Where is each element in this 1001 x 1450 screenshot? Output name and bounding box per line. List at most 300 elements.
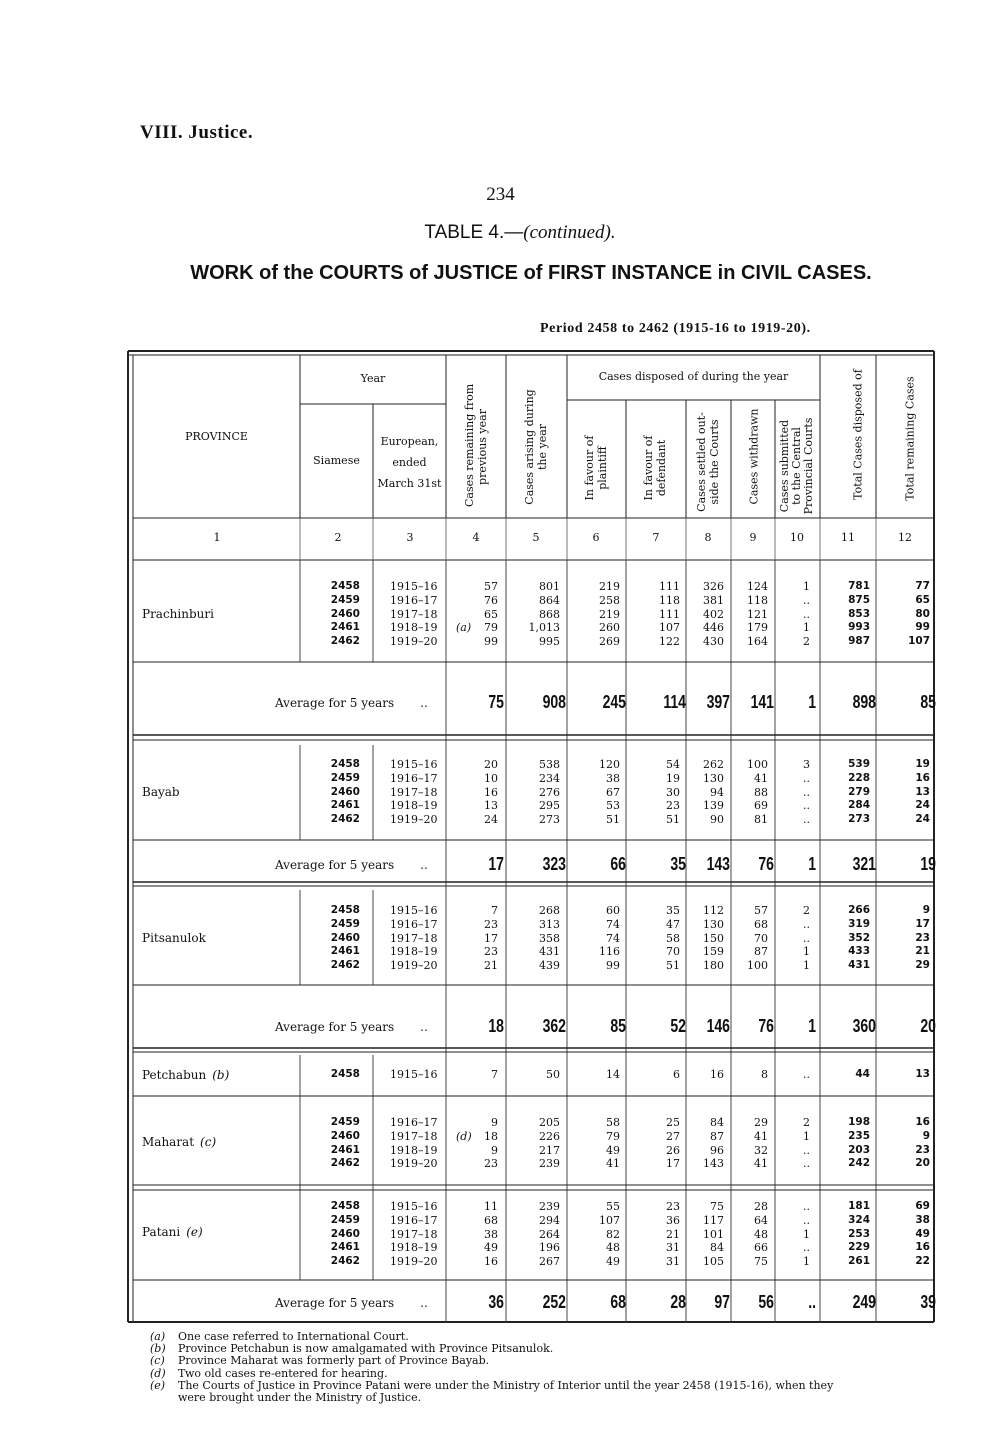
average-value: 146 [706, 1016, 730, 1036]
data-cell-c6: 53 [606, 799, 620, 813]
table-title-continued: (continued). [523, 222, 616, 243]
data-cell-c11: 324 [848, 1213, 870, 1226]
average-dots: .. [420, 696, 428, 710]
data-cell-c7: 107 [659, 621, 680, 635]
footnote-text: Two old cases re-entered for hearing. [178, 1366, 388, 1380]
data-cell-c8: 326 [703, 580, 724, 593]
data-cell-c11: 279 [848, 785, 870, 798]
data-cell-c8: 84 [710, 1241, 724, 1255]
data-cell-c10: .. [803, 813, 810, 827]
average-value: 141 [750, 692, 774, 712]
footnote-text: One case referred to International Court. [178, 1330, 409, 1343]
data-cell-c10: .. [803, 1241, 810, 1255]
average-label [275, 696, 428, 710]
data-cell-c12: 24 [915, 813, 930, 826]
province-note: (c) [200, 1135, 217, 1149]
data-cell-c10: 1 [803, 945, 810, 959]
province-name [142, 1068, 229, 1082]
data-cell-c9: 8 [761, 1068, 768, 1081]
data-cell-c10: .. [803, 1213, 810, 1227]
column-number: 4 [472, 531, 480, 544]
data-cell-c10: .. [803, 1200, 810, 1213]
data-cell-c10: 2 [803, 635, 810, 649]
average-dots: .. [420, 858, 428, 872]
data-cell-c9: 32 [754, 1143, 768, 1157]
header-arising-line1: Cases arising during [523, 389, 536, 505]
footnote-key: (e) [150, 1378, 166, 1392]
data-cell-c10: .. [803, 771, 810, 785]
european-year: 1916–17 [390, 917, 438, 931]
data-cell-c11: 235 [848, 1129, 870, 1142]
average-label [275, 1296, 428, 1310]
data-cell-c5: 995 [539, 635, 560, 649]
data-cell-c7: 25 [666, 1116, 680, 1129]
period-label: Period 2458 to 2462 (1915-16 to 1919-20). [540, 321, 811, 336]
data-cell-c11: 539 [848, 758, 870, 770]
data-cell-c5: 801 [539, 580, 560, 593]
data-cell-c12: 13 [915, 1068, 930, 1080]
header-settled-line2: side the Courts [708, 419, 721, 505]
data-cell-c4: 9 [491, 1143, 498, 1157]
siamese-year: 2459 [330, 1213, 360, 1226]
data-cell-c8: 96 [710, 1143, 724, 1157]
average-value: 1 [808, 854, 816, 874]
data-cell-c11: 266 [848, 904, 870, 916]
data-cell-c8: 143 [703, 1157, 724, 1171]
siamese-year: 2460 [330, 1129, 360, 1142]
european-year: 1915–16 [390, 904, 438, 917]
footnote-key: (b) [150, 1342, 166, 1356]
data-cell-c10: .. [803, 931, 810, 945]
data-cell-c8: 159 [703, 945, 724, 959]
province-name-text: Pitsanulok [142, 931, 206, 945]
european-year: 1917–18 [390, 931, 438, 945]
data-cell-c4: 7 [491, 1068, 498, 1081]
data-cell-c11: 781 [848, 580, 870, 592]
column-number: 11 [841, 531, 855, 544]
header-total-disposed: Total Cases disposed of [851, 369, 865, 500]
siamese-year: 2458 [330, 580, 360, 592]
data-cell-c12: 20 [915, 1157, 930, 1170]
data-cell-c7: 36 [666, 1213, 680, 1227]
table-title-main: TABLE 4.— [424, 222, 524, 243]
data-cell-c11: 44 [855, 1068, 870, 1080]
data-cell-c5: 868 [539, 607, 560, 621]
data-cell-c6: 49 [606, 1143, 620, 1157]
footnote-text: were brought under the Ministry of Justice. [178, 1391, 422, 1404]
province-name-text: Prachinburi [142, 607, 214, 621]
data-cell-c4: 13 [484, 799, 498, 813]
data-cell-c6: 79 [606, 1129, 620, 1143]
siamese-year: 2462 [330, 1255, 360, 1268]
average-label [275, 1020, 428, 1034]
data-cell-c5: 864 [539, 593, 560, 607]
european-year: 1915–16 [390, 1068, 438, 1081]
average-value: 66 [610, 854, 626, 874]
data-cell-c8: 150 [703, 931, 724, 945]
data-cell-c11: 242 [848, 1157, 870, 1170]
data-cell-c5: 267 [539, 1255, 560, 1269]
data-cell-c10: 1 [803, 1227, 810, 1241]
header-settled-line1: Cases settled out- [695, 412, 708, 512]
header-siamese: Siamese [313, 454, 360, 467]
header-remaining-previous [463, 383, 489, 507]
data-cell-c9: 75 [754, 1255, 768, 1269]
average-value: 114 [663, 692, 686, 712]
data-cell-c10: 1 [803, 959, 810, 973]
footnote [150, 1342, 553, 1355]
average-value: 252 [542, 1292, 566, 1312]
siamese-year: 2462 [330, 635, 360, 648]
european-year: 1917–18 [390, 607, 438, 621]
data-cell-c6: 258 [599, 593, 620, 607]
data-cell-c8: 402 [703, 607, 724, 621]
province-name-text: Patani [142, 1225, 181, 1239]
data-cell-c4: 23 [484, 917, 498, 931]
header-european [373, 431, 446, 494]
data-cell-c10: .. [803, 1068, 810, 1081]
data-cell-c5: 234 [539, 771, 560, 785]
section-heading: VIII. Justice. [140, 122, 254, 143]
data-cell-c4: 76 [484, 593, 498, 607]
data-cell-c6: 269 [599, 635, 620, 649]
data-cell-c6: 120 [599, 758, 620, 771]
average-value: 362 [542, 1016, 566, 1036]
data-cell-c5: 313 [539, 917, 560, 931]
data-cell-c6: 99 [606, 959, 620, 973]
data-cell-c12: 107 [908, 635, 930, 648]
header-year: Year [360, 372, 386, 385]
column-number: 1 [213, 531, 221, 544]
cell-note: (a) [456, 621, 472, 635]
average-value: 18 [488, 1016, 504, 1036]
data-cell-c5: 50 [546, 1068, 560, 1081]
column-number: 6 [592, 531, 600, 544]
data-cell-c7: 17 [666, 1157, 680, 1171]
data-cell-c10: .. [803, 1143, 810, 1157]
column-number: 8 [704, 531, 712, 544]
average-value: 20 [920, 1016, 936, 1036]
data-cell-c12: 9 [922, 1129, 930, 1142]
average-value: 56 [758, 1292, 774, 1312]
data-cell-c12: 22 [915, 1255, 930, 1268]
data-cell-c9: 100 [747, 959, 768, 973]
data-cell-c6: 82 [606, 1227, 620, 1241]
data-cell-c6: 74 [606, 917, 620, 931]
footnote-key: (d) [150, 1366, 166, 1380]
data-cell-c8: 87 [710, 1129, 724, 1143]
data-cell-c10: .. [803, 1157, 810, 1171]
siamese-year: 2460 [330, 785, 360, 798]
footnote-key: (a) [150, 1330, 166, 1343]
average-value: 249 [852, 1292, 876, 1312]
data-cell-c4: 20 [484, 758, 498, 771]
data-cell-c4: 9 [491, 1116, 498, 1129]
average-value: 19 [920, 854, 936, 874]
province-name-text: Maharat [142, 1135, 195, 1149]
data-cell-c5: 217 [539, 1143, 560, 1157]
european-year: 1917–18 [390, 1227, 438, 1241]
province-name [142, 607, 214, 621]
european-year: 1919–20 [390, 1157, 438, 1171]
data-cell-c9: 57 [754, 904, 768, 917]
header-submitted [779, 410, 815, 522]
european-year: 1915–16 [390, 758, 438, 771]
data-cell-c12: 13 [915, 785, 930, 798]
average-label-text: Average for 5 years [275, 1020, 395, 1034]
data-cell-c10: .. [803, 785, 810, 799]
data-cell-c4: 16 [484, 785, 498, 799]
data-cell-c12: 23 [915, 931, 930, 944]
data-cell-c11: 993 [848, 621, 870, 634]
data-cell-c5: 295 [539, 799, 560, 813]
data-cell-c7: 122 [659, 635, 680, 649]
data-cell-c8: 381 [703, 593, 724, 607]
data-cell-c12: 69 [915, 1200, 930, 1212]
data-cell-c9: 87 [754, 945, 768, 959]
european-year: 1918–19 [390, 799, 438, 813]
european-year: 1918–19 [390, 621, 438, 635]
average-value: 1 [808, 692, 816, 712]
data-cell-c5: 239 [539, 1157, 560, 1171]
header-european-line1: European, [380, 435, 439, 448]
siamese-year: 2458 [330, 758, 360, 770]
data-cell-c7: 27 [666, 1129, 680, 1143]
header-remaining-previous-line1: Cases remaining from [463, 383, 476, 507]
european-year: 1919–20 [390, 813, 438, 827]
data-cell-c9: 81 [754, 813, 768, 827]
siamese-year: 2462 [330, 813, 360, 826]
header-withdrawn: Cases withdrawn [747, 408, 761, 505]
data-cell-c4: 24 [484, 813, 498, 827]
data-cell-c12: 17 [915, 917, 930, 930]
main-title: WORK of the COURTS of JUSTICE of FIRST INSTANCE in CIVIL CASES. [190, 262, 872, 284]
data-cell-c8: 84 [710, 1116, 724, 1129]
data-cell-c8: 430 [703, 635, 724, 649]
siamese-year: 2461 [330, 621, 360, 634]
data-cell-c9: 164 [747, 635, 768, 649]
data-cell-c7: 51 [666, 959, 680, 973]
data-cell-c8: 16 [710, 1068, 724, 1081]
siamese-year: 2459 [330, 593, 360, 606]
data-cell-c5: 439 [539, 959, 560, 973]
data-cell-c10: 1 [803, 1255, 810, 1269]
data-cell-c4: 23 [484, 1157, 498, 1171]
data-cell-c5: 431 [539, 945, 560, 959]
average-label-text: Average for 5 years [275, 696, 395, 710]
data-cell-c4: 18 [484, 1129, 498, 1143]
data-cell-c9: 66 [754, 1241, 768, 1255]
average-value: 36 [488, 1292, 504, 1312]
data-cell-c9: 29 [754, 1116, 768, 1129]
data-cell-c8: 90 [710, 813, 724, 827]
data-cell-c9: 48 [754, 1227, 768, 1241]
data-cell-c5: 239 [539, 1200, 560, 1213]
data-cell-c12: 19 [915, 758, 930, 770]
header-european-line2: ended [392, 456, 427, 469]
header-settled [695, 406, 721, 518]
average-label [275, 858, 428, 872]
data-cell-c8: 130 [703, 771, 724, 785]
european-year: 1919–20 [390, 959, 438, 973]
data-cell-c9: 179 [747, 621, 768, 635]
header-arising-line2: the year [536, 423, 549, 471]
average-value: 52 [670, 1016, 686, 1036]
footnote-text: The Courts of Justice in Province Patani were under the Ministry of Interior until the year 2458 (1915-16), when they [178, 1378, 834, 1392]
column-number: 7 [652, 531, 660, 544]
data-cell-c4: 57 [484, 580, 498, 593]
siamese-year: 2459 [330, 771, 360, 784]
province-name-text: Petchabun [142, 1068, 207, 1082]
data-cell-c7: 30 [666, 785, 680, 799]
average-value: 908 [542, 692, 566, 712]
data-cell-c8: 117 [703, 1213, 724, 1227]
data-cell-c11: 181 [848, 1200, 870, 1212]
data-cell-c7: 70 [666, 945, 680, 959]
european-year: 1918–19 [390, 945, 438, 959]
data-cell-c6: 107 [599, 1213, 620, 1227]
header-plaintiff-line1: In favour of [583, 435, 596, 501]
header-european-line3: March 31st [377, 477, 442, 490]
data-cell-c9: 41 [754, 1129, 768, 1143]
data-cell-c12: 38 [915, 1213, 930, 1226]
data-cell-c4: 21 [484, 959, 498, 973]
european-year: 1916–17 [390, 1213, 438, 1227]
data-cell-c7: 54 [666, 758, 680, 771]
data-cell-c6: 60 [606, 904, 620, 917]
data-cell-c11: 284 [848, 799, 870, 812]
data-cell-c11: 198 [848, 1116, 870, 1128]
data-cell-c4: 65 [484, 607, 498, 621]
siamese-year: 2461 [330, 1241, 360, 1254]
footnote-text: Province Petchabun is now amalgamated with Province Pitsanulok. [178, 1342, 554, 1356]
data-cell-c11: 203 [848, 1143, 870, 1156]
data-cell-c8: 180 [703, 959, 724, 973]
data-cell-c11: 319 [848, 917, 870, 930]
data-cell-c5: 358 [539, 931, 560, 945]
data-cell-c7: 23 [666, 1200, 680, 1213]
data-cell-c8: 139 [703, 799, 724, 813]
data-cell-c6: 51 [606, 813, 620, 827]
data-cell-c7: 51 [666, 813, 680, 827]
data-cell-c6: 14 [606, 1068, 620, 1081]
data-cell-c12: 23 [915, 1143, 930, 1156]
data-cell-c6: 58 [606, 1116, 620, 1129]
average-value: 85 [920, 692, 936, 712]
average-value: .. [808, 1292, 816, 1312]
data-cell-c10: .. [803, 799, 810, 813]
data-cell-c11: 253 [848, 1227, 870, 1240]
header-submitted-line1: Cases submitted [778, 419, 791, 513]
province-name [142, 931, 206, 945]
column-number: 5 [532, 531, 540, 544]
column-number: 10 [790, 531, 804, 544]
header-province: PROVINCE [185, 430, 248, 443]
data-cell-c7: 111 [659, 607, 680, 621]
data-cell-c6: 219 [599, 580, 620, 593]
siamese-year: 2459 [330, 1116, 360, 1128]
footnote [150, 1354, 489, 1367]
data-cell-c9: 124 [747, 580, 768, 593]
siamese-year: 2462 [330, 1157, 360, 1170]
data-cell-c8: 105 [703, 1255, 724, 1269]
data-cell-c4: 16 [484, 1255, 498, 1269]
data-cell-c12: 49 [915, 1227, 930, 1240]
average-value: 35 [670, 854, 686, 874]
data-cell-c8: 130 [703, 917, 724, 931]
data-cell-c11: 261 [848, 1255, 870, 1268]
data-cell-c5: 205 [539, 1116, 560, 1129]
footnote [150, 1391, 421, 1404]
data-cell-c9: 28 [754, 1200, 768, 1213]
data-cell-c11: 229 [848, 1241, 870, 1254]
data-cell-c10: 3 [803, 758, 810, 771]
data-cell-c12: 24 [915, 799, 930, 812]
data-cell-c8: 75 [710, 1200, 724, 1213]
column-number: 3 [406, 531, 414, 544]
european-year: 1916–17 [390, 593, 438, 607]
average-value: 97 [714, 1292, 730, 1312]
average-dots: .. [420, 1296, 428, 1310]
data-cell-c10: 2 [803, 1116, 810, 1129]
data-cell-c7: 47 [666, 917, 680, 931]
average-value: 68 [610, 1292, 626, 1312]
header-remaining-previous-line2: previous year [476, 409, 489, 485]
data-cell-c9: 88 [754, 785, 768, 799]
column-number: 2 [334, 531, 342, 544]
average-value: 1 [808, 1016, 816, 1036]
province-name [142, 1225, 203, 1239]
average-value: 39 [920, 1292, 936, 1312]
footnote [150, 1367, 388, 1380]
data-cell-c6: 55 [606, 1200, 620, 1213]
data-cell-c7: 31 [666, 1255, 680, 1269]
data-cell-c7: 111 [659, 580, 680, 593]
data-cell-c4: 49 [484, 1241, 498, 1255]
average-value: 397 [706, 692, 730, 712]
european-year: 1915–16 [390, 580, 438, 593]
data-cell-c10: .. [803, 607, 810, 621]
data-cell-c12: 16 [915, 1116, 930, 1128]
data-cell-c9: 41 [754, 1157, 768, 1171]
data-cell-c11: 228 [848, 771, 870, 784]
header-disposed: Cases disposed of during the year [598, 370, 789, 383]
european-year: 1919–20 [390, 1255, 438, 1269]
siamese-year: 2461 [330, 945, 360, 958]
header-arising [523, 387, 549, 507]
siamese-year: 2462 [330, 959, 360, 972]
data-cell-c5: 226 [539, 1129, 560, 1143]
european-year: 1919–20 [390, 635, 438, 649]
header-plaintiff-line2: plaintiff [596, 446, 609, 490]
data-cell-c7: 26 [666, 1143, 680, 1157]
average-label-text: Average for 5 years [275, 858, 395, 872]
data-cell-c8: 446 [703, 621, 724, 635]
data-cell-c9: 64 [754, 1213, 768, 1227]
average-value: 85 [610, 1016, 626, 1036]
european-year: 1917–18 [390, 785, 438, 799]
data-cell-c5: 276 [539, 785, 560, 799]
data-cell-c6: 260 [599, 621, 620, 635]
footnote-text: Province Maharat was formerly part of Province Bayab. [178, 1354, 490, 1368]
data-cell-c12: 16 [915, 771, 930, 784]
data-cell-c9: 121 [747, 607, 768, 621]
header-plaintiff [583, 423, 609, 513]
data-cell-c6: 38 [606, 771, 620, 785]
data-cell-c12: 99 [915, 621, 930, 634]
data-cell-c7: 35 [666, 904, 680, 917]
average-value: 143 [706, 854, 730, 874]
